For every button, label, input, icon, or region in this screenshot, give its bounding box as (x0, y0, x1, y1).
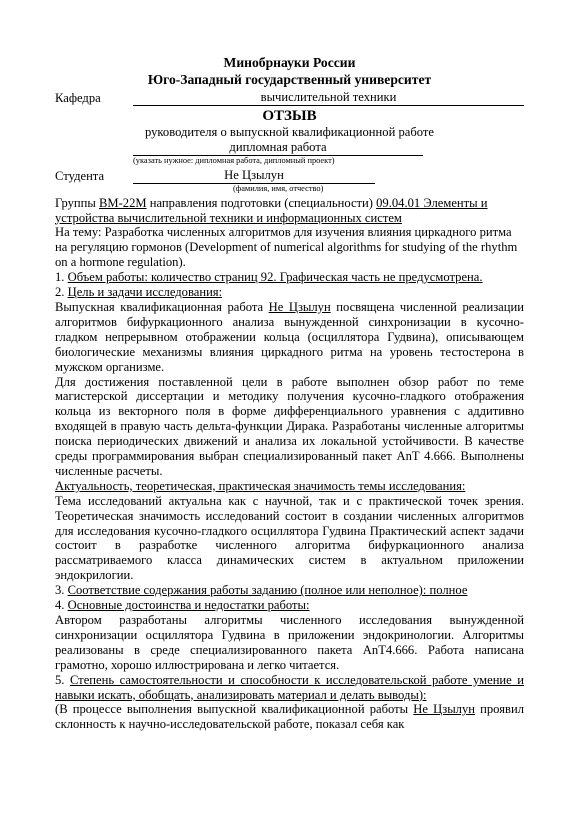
section-5-para (55, 702, 524, 732)
section-2-title: Цель и задачи исследования: (67, 285, 223, 300)
review-subtitle: руководителя о выпускной квалификационной работе (145, 124, 434, 139)
student-label: Студента (55, 168, 105, 183)
section-5-heading (55, 673, 524, 703)
group-prefix: Группы (55, 195, 100, 210)
section-4-title: Основные достоинства и недостатки работы: (67, 598, 310, 613)
section-5-number: 5. (55, 672, 70, 687)
para-1-rest: посвящена численной реализации алгоритмов бифуркационного анализа вынужденной синхронизации в кусочно-гладком непрерывном отображении кольца (осциллятора Гудвина), описывающем биологические механизмы влияния циркадного ритма на уровень тестостерона в мужском организме. (55, 299, 524, 374)
group-id: ВМ-22М (99, 195, 147, 210)
topic: На тему: Разработка численных алгоритмов для изучения влияния циркадного ритма на регуляцию гормонов (Development of numerical algorithms for studying of the rhythm on a hormone regulation). (55, 225, 518, 270)
actuality-title: Актуальность, теоретическая, практическая значимость темы исследования: (55, 478, 466, 493)
actuality-heading (55, 479, 524, 494)
university-name: Юго-Западный государственный университет (147, 72, 432, 87)
department-label: Кафедра (55, 91, 101, 105)
section-1 (55, 270, 524, 285)
student-note: (фамилия, имя, отчество) (233, 183, 324, 193)
student-name: Не Цзылун (133, 168, 375, 184)
review-title: ОТЗЫВ (262, 107, 317, 124)
spec-name-2: устройства вычислительной техники и информационных систем (55, 210, 402, 225)
department-row (55, 90, 524, 106)
actuality-para: Тема исследований актуальна как с научной, так и с практической точек зрения. Теоретическая значимость исследований состоит в создании численных алгоритмов для исследования кусочно-гладкого осциллятора Гудвина Практический аспект задачи состоит в разработке численного алгоритма бифуркационного анализа рассматриваемого класса динамических систем в актуальном приложении эндокрилогии. (55, 493, 524, 583)
spec-name-1: Элементы и (420, 195, 488, 210)
student-name-inline: Не Цзылун (268, 299, 331, 314)
section-2-para-1 (55, 300, 524, 375)
student-name-inline-2: Не Цзылун (413, 702, 475, 717)
spec-code: 09.04.01 (376, 195, 421, 210)
section-2-number: 2. (55, 285, 68, 300)
department-value: вычислительной техники (133, 90, 524, 106)
review-document (55, 54, 524, 732)
para-1-start: Выпускная квалификационная работа (55, 299, 269, 314)
section-5-title: Степень самостоятельности и способности к исследовательской работе умение и навыки искать, обобщать, анализировать материал и делать выводы): (55, 672, 525, 702)
section-3-number: 3. (55, 583, 68, 598)
section-4-number: 4. (55, 598, 68, 613)
student-row (55, 168, 524, 184)
section-2-heading (55, 285, 524, 300)
para-5-rest: проявил склонность к научно-исследовательской работе, показал себя как (55, 702, 525, 732)
work-type-note: (указать нужное: дипломная работа, дипломный проект) (133, 155, 335, 165)
group-direction: направления подготовки (специальности) (146, 195, 377, 210)
para-5-start: (В процессе выполнения выпускной квалификационной работы (55, 702, 414, 717)
section-1-text: Объем работы: количество страниц 92. Графическая часть не предусмотрена. (67, 270, 483, 285)
work-type-row (55, 140, 524, 156)
work-type-value: дипломная работа (133, 140, 423, 156)
section-2-para-2: Для достижения поставленной цели в работе выполнен обзор работ по теме магистерской диссертации и методику получения кусочно-гладкого отображения кольца из векторного поля в форме дифференциального уравнения с аддитивно входящей в правую часть дельта-функции Дирака. Разработаны численные алгоритмы поиска периодических движений и анализа их локальной устойчивости. В качестве среды программирования выбран специализированный пакет AnT 4.666. Выполнены численные расчеты. (55, 374, 524, 478)
group-line (55, 196, 524, 226)
ministry-name: Минобрнауки России (223, 55, 356, 70)
section-3-text: Соответствие содержания работы заданию (полное или неполное): полное (67, 583, 468, 598)
section-1-number: 1. (55, 270, 68, 285)
section-3 (55, 583, 524, 598)
section-4-heading (55, 598, 524, 613)
section-4-para: Автором разработаны алгоритмы численного исследования вынужденной синхронизации осциллятора Гудвина в приложении эндокринологии. Алгоритмы реализованы в среде специализированного пакета AnT4.666. Работа написана грамотно, хорошо иллюстрирована и легко читается. (55, 613, 524, 672)
